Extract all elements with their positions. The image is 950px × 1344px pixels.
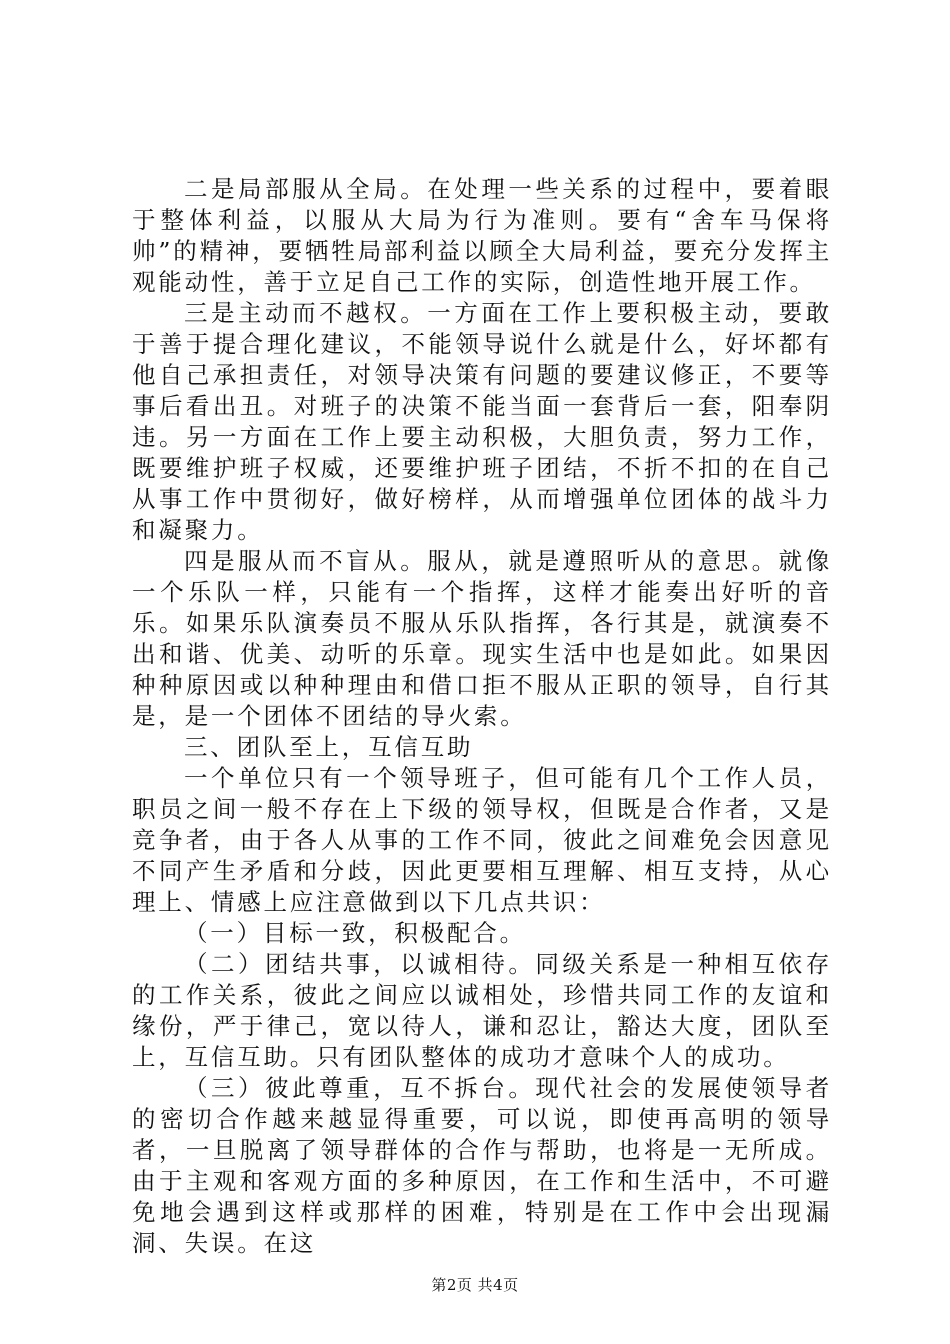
paragraph-obey-not-blindly: 四是服从而不盲从。服从，就是遵照听从的意思。就像一个乐队一样，只能有一个指挥，这样才能奏出好听的音乐。如果乐队演奏员不服从乐队指挥，各行其是，就演奏不出和谐、优美、动听的乐章。现实生活中也是如此。如果因种种原因或以种种理由和借口拒不服从正职的领导，自行其是，是一个团体不团结的导火索。 [132,547,832,730]
document-body [132,174,832,1259]
paragraph-active-not-overstep: 三是主动而不越权。一方面在工作上要积极主动，要敢于善于提合理化建议，不能领导说什么就是什么，好坏都有他自己承担责任，对领导决策有问题的要建议修正，不要等事后看出丑。对班子的决策不能当面一套背后一套，阳奉阴违。另一方面在工作上要主动积极，大胆负责，努力工作，既要维护班子权威，还要维护班子团结，不折不扣的在自己从事工作中贯彻好，做好榜样，从而增强单位团体的战斗力和凝聚力。 [132,299,832,544]
section-heading-team-first: 三、团队至上，互信互助 [184,733,474,761]
list-item-unity-sincerity: （二）团结共事，以诚相待。同级关系是一种相互依存的工作关系，彼此之间应以诚相处，珍惜共同工作的友谊和缘份，严于律己，宽以待人，谦和忍让，豁达大度，团队至上，互信互助。只有团队整体的成功才意味个人的成功。 [132,950,832,1071]
list-item-mutual-respect: （三）彼此尊重，互不拆台。现代社会的发展使领导者的密切合作越来越显得重要，可以说，即使再高明的领导者，一旦脱离了领导群体的合作与帮助，也将是一无所成。由于主观和客观方面的多种原因，在工作和生活中，不可避免地会遇到这样或那样的困难，特别是在工作中会出现漏洞、失误。在这 [132,1074,832,1257]
paragraph-subordinate-to-whole: 二是局部服从全局。在处理一些关系的过程中，要着眼于整体利益，以服从大局为行为准则。要有“舍车马保将帅”的精神，要牺牲局部利益以顾全大局利益，要充分发挥主观能动性，善于立足自己工作的实际，创造性地开展工作。 [132,175,832,296]
list-item-common-goal: （一）目标一致，积极配合。 [184,919,526,947]
paragraph-unit-staff-relations: 一个单位只有一个领导班子，但可能有几个工作人员，职员之间一般不存在上下级的领导权，但既是合作者，又是竞争者，由于各人从事的工作不同，彼此之间难免会因意见不同产生矛盾和分歧，因此更要相互理解、相互支持，从心理上、情感上应注意做到以下几点共识： [132,764,832,916]
page-footer [0,1274,950,1295]
page-number-label: 第2页 共4页 [431,1276,519,1294]
